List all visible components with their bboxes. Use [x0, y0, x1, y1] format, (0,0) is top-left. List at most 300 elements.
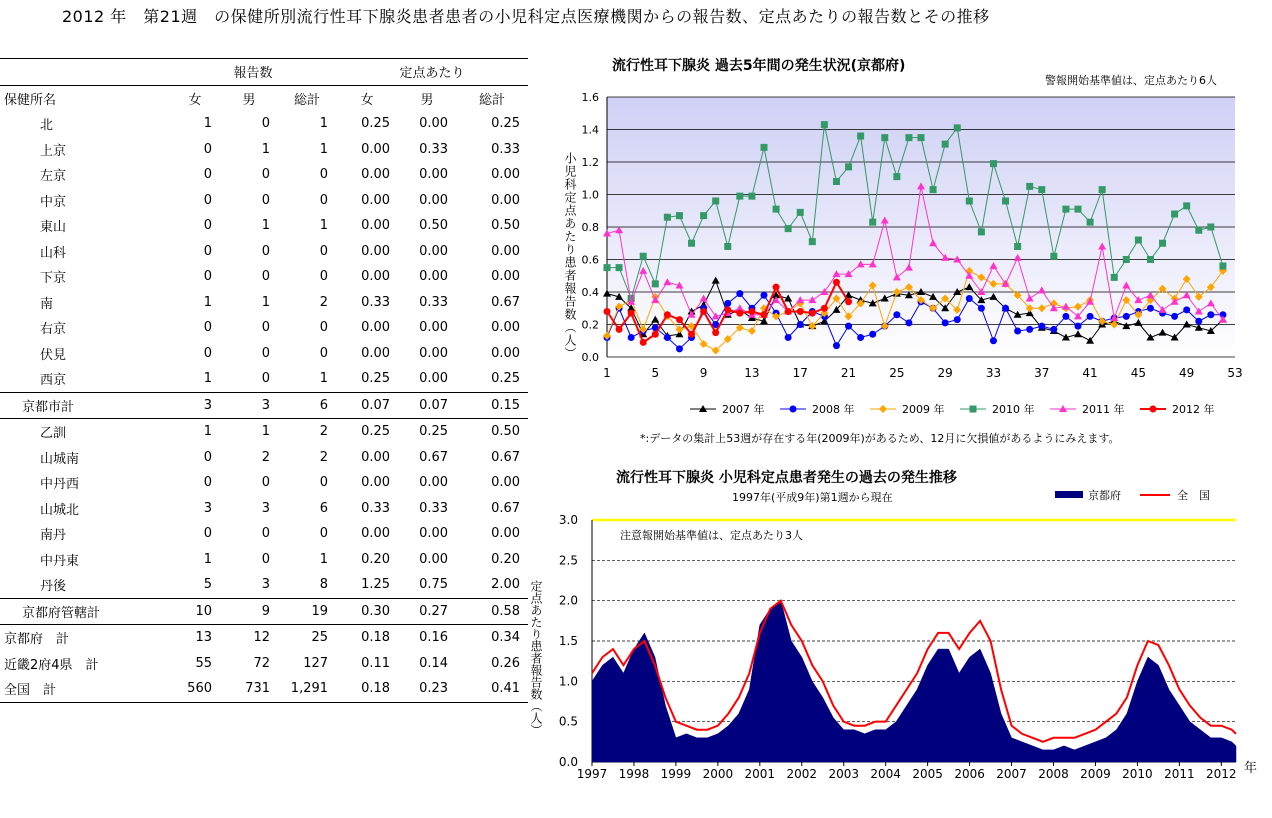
- data-point: [809, 238, 816, 245]
- row-value: 1: [319, 141, 329, 157]
- y-tick-label: 0.5: [558, 714, 578, 729]
- table-group-header-row: [0, 59, 528, 86]
- data-point: [1050, 326, 1057, 333]
- y-tick-label: 0.8: [581, 221, 599, 234]
- row-value: 0.33: [361, 294, 391, 310]
- row-name: 乙訓: [0, 419, 170, 445]
- data-point: [1087, 313, 1094, 320]
- row-value: 3: [203, 500, 212, 516]
- data-point: [604, 308, 611, 315]
- data-point: [893, 173, 900, 180]
- row-value: 0.00: [491, 243, 521, 259]
- row-value: 0.50: [419, 218, 449, 234]
- row-value: 0: [261, 243, 270, 259]
- table-row: [0, 264, 528, 290]
- row-value: 6: [278, 392, 336, 419]
- row-value: 0: [203, 141, 212, 157]
- row-name: 山城南: [40, 451, 80, 467]
- row-value: 1: [170, 419, 220, 445]
- x-tick-label: 41: [1082, 366, 1098, 380]
- data-point: [1135, 237, 1142, 244]
- data-point: [688, 331, 695, 338]
- x-tick-label: 2011: [1164, 767, 1195, 781]
- row-name: 下京: [40, 271, 67, 287]
- data-point: [652, 331, 659, 338]
- row-name: 北: [40, 118, 54, 134]
- table-row: [0, 625, 528, 651]
- data-point: [918, 134, 925, 141]
- data-point: [736, 290, 743, 297]
- data-point: [845, 323, 852, 330]
- row-value: 8: [319, 577, 329, 593]
- data-point: [664, 311, 671, 318]
- legend-item: [960, 402, 1035, 416]
- chart-footnote: *:データの集計上53週が存在する年(2009年)があるため、12月に欠損値があるようにみえます。: [640, 432, 1120, 445]
- row-value: 0: [319, 243, 329, 259]
- x-tick-label: 1998: [618, 767, 650, 781]
- legend-item: [870, 402, 945, 416]
- table-row: [0, 213, 528, 239]
- data-point: [966, 295, 973, 302]
- column-header: 保健所名: [0, 85, 170, 111]
- row-value: 2: [319, 449, 329, 465]
- row-value: 0.00: [361, 243, 391, 259]
- row-value: 0.20: [491, 551, 521, 567]
- row-value: 1: [261, 218, 270, 234]
- x-tick-label: 37: [1034, 366, 1050, 380]
- row-value: 0.00: [419, 269, 449, 285]
- data-point: [724, 300, 731, 307]
- data-point: [1014, 328, 1021, 335]
- data-point: [736, 193, 743, 200]
- table-row: [0, 419, 528, 445]
- row-value: 0.58: [456, 598, 528, 625]
- x-tick-label: 29: [937, 366, 953, 380]
- row-value: 0.75: [419, 577, 449, 593]
- row-name: 山科: [40, 245, 67, 261]
- data-point: [905, 134, 912, 141]
- table-row: [0, 521, 528, 547]
- row-value: 0: [203, 320, 212, 336]
- y-tick-label: 0.0: [558, 755, 578, 769]
- row-value: 55: [195, 655, 212, 671]
- row-value: 2: [261, 449, 270, 465]
- row-value: 0: [203, 167, 212, 183]
- row-value: 0: [203, 526, 212, 542]
- row-name: 京都府 計: [0, 625, 170, 651]
- row-value: 0.00: [361, 449, 391, 465]
- row-value: 3: [220, 392, 278, 419]
- row-name: 全国 計: [0, 676, 170, 702]
- five-year-chart: [560, 52, 1272, 452]
- x-tick-label: 45: [1130, 366, 1147, 380]
- data-point: [773, 284, 780, 291]
- data-point: [845, 163, 852, 170]
- row-value: 0.23: [398, 676, 456, 702]
- row-value: 0.00: [419, 167, 449, 183]
- row-value: 0: [261, 551, 270, 567]
- data-point: [857, 334, 864, 341]
- data-point: [930, 186, 937, 193]
- data-point: [797, 308, 804, 315]
- data-point: [1026, 183, 1033, 190]
- data-point: [785, 308, 792, 315]
- row-value: 0.25: [361, 116, 391, 132]
- row-value: 1: [319, 218, 329, 234]
- column-header: 総計: [456, 85, 528, 111]
- x-tick-label: 2003: [828, 767, 859, 781]
- x-tick-label: 9: [699, 366, 708, 380]
- row-value: 0: [319, 320, 329, 336]
- legend-item: [690, 402, 765, 416]
- legend-label: 全 国: [1177, 489, 1210, 502]
- row-value: 0.33: [419, 294, 449, 310]
- data-point: [978, 228, 985, 235]
- x-tick-label: 2012: [1206, 767, 1237, 781]
- data-point: [1195, 318, 1202, 325]
- row-name: 伏見: [40, 347, 67, 363]
- row-value: 0: [319, 192, 329, 208]
- y-tick-label: 0.6: [581, 253, 599, 267]
- x-tick-label: 2001: [744, 767, 776, 781]
- data-point: [978, 305, 985, 312]
- row-value: 1: [319, 371, 329, 387]
- column-header: 女: [170, 85, 220, 111]
- page-title: 2012 年 第21週 の保健所別流行性耳下腺炎患者患者の小児科定点医療機関からの報告数、定点あたりの報告数とその推移: [62, 7, 990, 26]
- data-point: [881, 134, 888, 141]
- row-value: 0.00: [419, 345, 449, 361]
- row-name: 中京: [40, 194, 67, 210]
- five-year-chart-svg: [560, 52, 1272, 452]
- data-point: [724, 306, 731, 313]
- row-value: 1: [203, 116, 212, 132]
- x-tick-label: 49: [1179, 366, 1195, 380]
- data-point: [688, 240, 695, 247]
- x-tick-label: 17: [792, 366, 808, 380]
- row-value: 25: [278, 625, 336, 651]
- table-row: [0, 572, 528, 598]
- x-tick-label: 53: [1227, 366, 1243, 380]
- row-value: 0.25: [491, 371, 521, 387]
- table-row: [0, 290, 528, 316]
- table-row: [0, 470, 528, 496]
- data-point: [773, 206, 780, 213]
- row-value: 3: [261, 500, 270, 516]
- data-point: [905, 319, 912, 326]
- row-value: 0.00: [361, 218, 391, 234]
- row-value: 0.18: [336, 625, 398, 651]
- data-point: [869, 219, 876, 226]
- table-column-header-row: [0, 85, 528, 111]
- chart-title: 流行性耳下腺炎 小児科定点患者発生の過去の発生推移: [616, 470, 957, 486]
- legend-label: 2011 年: [1082, 403, 1125, 416]
- chart-subtitle: 警報開始基準値は、定点あたり6人: [1045, 74, 1217, 87]
- y-axis-label: 小児科定点あたり患者報告数（人）: [563, 152, 577, 360]
- table-row: [0, 392, 528, 419]
- x-tick-label: 5: [651, 366, 660, 380]
- x-tick-label: 2008: [1038, 767, 1069, 781]
- row-value: 1: [261, 141, 270, 157]
- row-value: 3: [261, 577, 270, 593]
- table-row: [0, 651, 528, 677]
- table-row: [0, 315, 528, 341]
- data-point: [724, 243, 731, 250]
- data-point: [1014, 243, 1021, 250]
- legend-swatch-kyoto: [1055, 491, 1083, 498]
- row-value: 0.00: [491, 167, 521, 183]
- row-value: 0.00: [361, 475, 391, 491]
- row-value: 0.14: [419, 655, 449, 671]
- row-value: 0.27: [398, 598, 456, 625]
- row-value: 0.00: [419, 192, 449, 208]
- row-value: 2: [278, 419, 336, 445]
- long-term-chart-svg: [529, 462, 1272, 814]
- data-point: [1147, 305, 1154, 312]
- row-value: 0: [261, 371, 270, 387]
- row-value: 0.00: [361, 192, 391, 208]
- row-name: 中丹東: [40, 553, 80, 569]
- row-value: 1: [203, 294, 212, 310]
- legend-item: [780, 402, 855, 416]
- row-value: 1,291: [278, 676, 336, 702]
- row-value: 0: [261, 475, 270, 491]
- row-name: 東山: [40, 220, 67, 236]
- data-point: [797, 321, 804, 328]
- row-value: 1: [319, 116, 329, 132]
- data-point: [676, 212, 683, 219]
- data-point: [664, 214, 671, 221]
- row-name: 京都市計: [0, 392, 170, 419]
- data-point: [1099, 186, 1106, 193]
- table-row: [0, 496, 528, 522]
- row-name: 西京: [40, 373, 67, 389]
- legend-item: [1140, 402, 1215, 416]
- row-value: 0.00: [419, 243, 449, 259]
- y-tick-label: 2.0: [558, 593, 578, 608]
- row-name: 南丹: [40, 528, 67, 544]
- y-tick-label: 0.4: [581, 286, 599, 299]
- row-value: 0.16: [398, 625, 456, 651]
- row-value: 0: [261, 192, 270, 208]
- data-point: [1183, 202, 1190, 209]
- row-value: 0.07: [398, 392, 456, 419]
- data-point: [748, 193, 755, 200]
- y-tick-label: 1.6: [581, 91, 599, 104]
- data-point: [1075, 323, 1082, 330]
- row-value: 0.00: [361, 526, 391, 542]
- row-name: 山城北: [40, 502, 80, 518]
- y-tick-label: 1.5: [558, 634, 578, 648]
- row-value: 1: [220, 419, 278, 445]
- data-point: [712, 198, 719, 205]
- table-row: [0, 598, 528, 625]
- row-value: 0.34: [456, 625, 528, 651]
- chart-subtitle: 1997年(平成9年)第1週から現在: [732, 491, 893, 504]
- data-point: [1207, 311, 1214, 318]
- row-value: 0.25: [336, 419, 398, 445]
- column-header: 総計: [278, 85, 336, 111]
- x-tick-label: 2005: [912, 767, 943, 781]
- row-name: 上京: [40, 143, 67, 159]
- row-value: 10: [170, 598, 220, 625]
- row-value: 0.67: [491, 294, 521, 310]
- table-row: [0, 676, 528, 702]
- data-point: [797, 209, 804, 216]
- x-tick-label: 2006: [954, 767, 985, 781]
- row-value: 0.00: [491, 345, 521, 361]
- row-value: 13: [170, 625, 220, 651]
- row-value: 0.00: [361, 269, 391, 285]
- data-point: [700, 212, 707, 219]
- data-point: [833, 178, 840, 185]
- row-value: 0: [261, 167, 270, 183]
- row-value: 0.18: [336, 676, 398, 702]
- row-value: 0.00: [419, 475, 449, 491]
- column-header: 女: [336, 85, 398, 111]
- row-value: 1: [203, 551, 212, 567]
- row-value: 0.00: [419, 526, 449, 542]
- data-point: [1219, 263, 1226, 270]
- row-value: 0.00: [419, 320, 449, 336]
- row-value: 2.00: [491, 577, 521, 593]
- data-point: [785, 334, 792, 341]
- row-value: 0: [261, 526, 270, 542]
- x-tick-label: 2002: [786, 767, 818, 781]
- row-value: 0.00: [361, 320, 391, 336]
- data-point: [628, 334, 635, 341]
- data-point: [748, 308, 755, 315]
- row-value: 0: [203, 269, 212, 285]
- row-name: 右京: [40, 322, 67, 338]
- x-tick-label: 2000: [702, 767, 734, 781]
- data-point: [970, 406, 977, 413]
- data-point: [845, 298, 852, 305]
- report-table: [0, 58, 528, 703]
- row-value: 1.25: [361, 577, 391, 593]
- data-point: [790, 406, 797, 413]
- data-point: [628, 310, 635, 317]
- table-row: [0, 366, 528, 392]
- row-value: 0.26: [491, 655, 521, 671]
- row-value: 127: [303, 655, 329, 671]
- data-point: [1147, 256, 1154, 263]
- data-point: [1207, 224, 1214, 231]
- table-row: [0, 445, 528, 471]
- chart-title: 流行性耳下腺炎 過去5年間の発生状況(京都府): [612, 58, 906, 74]
- row-value: 0.67: [491, 500, 521, 516]
- group-header-per-sentinel: 定点あたり: [336, 59, 528, 86]
- row-value: 12: [220, 625, 278, 651]
- row-value: 0.15: [456, 392, 528, 419]
- data-point: [700, 308, 707, 315]
- x-tick-label: 1997: [576, 767, 608, 781]
- row-value: 0.25: [361, 371, 391, 387]
- legend-label: 2007 年: [722, 403, 765, 416]
- row-value: 6: [319, 500, 329, 516]
- data-point: [1123, 313, 1130, 320]
- row-value: 0.00: [491, 526, 521, 542]
- row-value: 1: [261, 294, 270, 310]
- data-point: [990, 160, 997, 167]
- table-row: [0, 547, 528, 573]
- row-name: 丹後: [40, 579, 67, 595]
- row-value: 0.00: [419, 116, 449, 132]
- row-value: 0.00: [491, 475, 521, 491]
- data-point: [761, 144, 768, 151]
- data-point: [942, 141, 949, 148]
- row-value: 3: [170, 392, 220, 419]
- row-value: 19: [278, 598, 336, 625]
- data-point: [1002, 305, 1009, 312]
- row-name: 中丹西: [40, 477, 80, 493]
- row-value: 0.00: [419, 371, 449, 387]
- data-point: [1087, 219, 1094, 226]
- row-value: 0: [203, 475, 212, 491]
- row-value: 0.20: [361, 551, 391, 567]
- data-point: [616, 326, 623, 333]
- table-row: [0, 111, 528, 137]
- row-value: 0: [319, 167, 329, 183]
- data-point: [1171, 313, 1178, 320]
- data-point: [761, 292, 768, 299]
- data-point: [712, 329, 719, 336]
- row-value: 0.25: [398, 419, 456, 445]
- data-point: [1026, 326, 1033, 333]
- data-point: [1171, 211, 1178, 218]
- long-term-chart: [529, 462, 1272, 814]
- data-point: [990, 337, 997, 344]
- row-value: 1: [319, 551, 329, 567]
- y-tick-label: 0.2: [581, 318, 599, 332]
- data-point: [1050, 253, 1057, 260]
- data-point: [1075, 206, 1082, 213]
- row-value: 0: [319, 475, 329, 491]
- data-point: [879, 405, 887, 413]
- row-value: 0.00: [491, 192, 521, 208]
- y-tick-label: 1.0: [558, 674, 578, 689]
- y-tick-label: 3.0: [558, 513, 578, 527]
- row-value: 0.11: [361, 655, 391, 671]
- row-value: 0.41: [456, 676, 528, 702]
- row-value: 9: [220, 598, 278, 625]
- data-point: [893, 311, 900, 318]
- y-axis-label: 定点あたり患者報告数（人）: [529, 580, 543, 736]
- y-tick-label: 1.4: [581, 123, 599, 137]
- data-point: [676, 316, 683, 323]
- row-value: 560: [170, 676, 220, 702]
- row-value: 0.00: [491, 320, 521, 336]
- row-value: 0: [319, 345, 329, 361]
- row-value: 0.50: [456, 419, 528, 445]
- row-value: 0: [319, 526, 329, 542]
- data-point: [1062, 206, 1069, 213]
- row-value: 5: [203, 577, 212, 593]
- data-point: [821, 305, 828, 312]
- x-tick-label: 2007: [996, 767, 1027, 781]
- row-value: 0.33: [361, 500, 391, 516]
- row-value: 0: [203, 243, 212, 259]
- data-point: [736, 310, 743, 317]
- data-point: [652, 280, 659, 287]
- data-point: [1195, 227, 1202, 234]
- column-header: 男: [398, 85, 456, 111]
- row-value: 0.00: [361, 345, 391, 361]
- row-value: 0.33: [419, 141, 449, 157]
- data-point: [1111, 274, 1118, 281]
- data-point: [640, 339, 647, 346]
- group-header-reports: 報告数: [170, 59, 336, 86]
- data-point: [1150, 406, 1157, 413]
